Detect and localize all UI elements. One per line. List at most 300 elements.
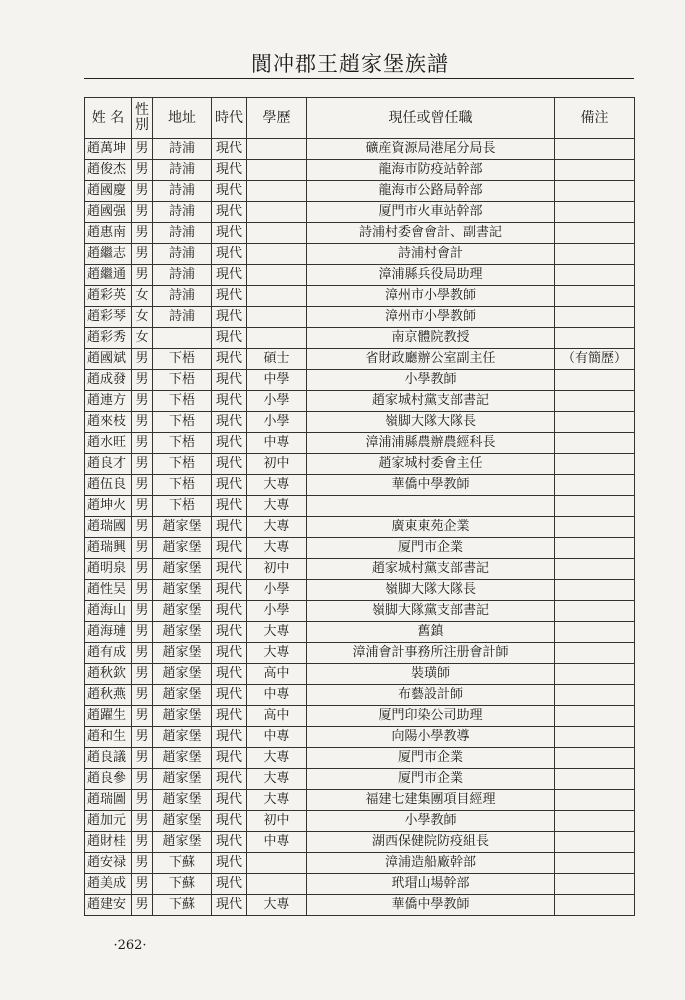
cell-address: 趙家堡 <box>153 580 212 601</box>
cell-education: 大專 <box>247 748 307 769</box>
cell-remark <box>555 139 635 160</box>
cell-name: 趙有成 <box>85 643 132 664</box>
cell-era: 現代 <box>212 769 247 790</box>
cell-era: 現代 <box>212 559 247 580</box>
cell-education <box>247 265 307 286</box>
cell-education: 大專 <box>247 622 307 643</box>
cell-address: 詩浦 <box>153 181 212 202</box>
cell-education: 初中 <box>247 811 307 832</box>
cell-remark <box>555 622 635 643</box>
cell-position: 龍海市防疫站幹部 <box>307 160 555 181</box>
cell-address: 下梧 <box>153 475 212 496</box>
table-row <box>85 391 635 412</box>
cell-sex: 男 <box>132 538 153 559</box>
cell-name: 趙明泉 <box>85 559 132 580</box>
cell-remark <box>555 769 635 790</box>
table-row <box>85 601 635 622</box>
cell-remark <box>555 664 635 685</box>
cell-name: 趙財桂 <box>85 832 132 853</box>
header-position: 現任或曾任職 <box>307 98 555 139</box>
cell-remark <box>555 160 635 181</box>
cell-era: 現代 <box>212 622 247 643</box>
cell-position: 小學教師 <box>307 370 555 391</box>
genealogy-table <box>84 97 635 916</box>
cell-name: 趙躍生 <box>85 706 132 727</box>
cell-remark <box>555 853 635 874</box>
header-name: 姓 名 <box>85 98 132 139</box>
table-row <box>85 454 635 475</box>
table-row <box>85 895 635 916</box>
cell-address: 詩浦 <box>153 286 212 307</box>
cell-era: 現代 <box>212 265 247 286</box>
cell-sex: 男 <box>132 643 153 664</box>
cell-address: 下蘇 <box>153 895 212 916</box>
cell-address: 趙家堡 <box>153 748 212 769</box>
cell-address: 下梧 <box>153 391 212 412</box>
cell-era: 現代 <box>212 370 247 391</box>
cell-sex: 男 <box>132 391 153 412</box>
cell-education: 初中 <box>247 559 307 580</box>
cell-remark <box>555 748 635 769</box>
cell-position: 趙家城村委會主任 <box>307 454 555 475</box>
table-row <box>85 181 635 202</box>
cell-sex: 男 <box>132 160 153 181</box>
cell-remark <box>555 265 635 286</box>
cell-era: 現代 <box>212 853 247 874</box>
cell-sex: 男 <box>132 223 153 244</box>
cell-education <box>247 307 307 328</box>
table-row <box>85 307 635 328</box>
cell-address: 下梧 <box>153 370 212 391</box>
cell-sex: 男 <box>132 580 153 601</box>
cell-remark <box>555 643 635 664</box>
cell-position: 詩浦村會計 <box>307 244 555 265</box>
cell-position: 廣東東苑企業 <box>307 517 555 538</box>
cell-address: 下梧 <box>153 412 212 433</box>
cell-position: 華僑中學教師 <box>307 475 555 496</box>
cell-remark <box>555 895 635 916</box>
cell-remark <box>555 580 635 601</box>
table-row <box>85 265 635 286</box>
header-era: 時代 <box>212 98 247 139</box>
cell-name: 趙美成 <box>85 874 132 895</box>
table-row <box>85 286 635 307</box>
cell-remark <box>555 412 635 433</box>
cell-position: 詩浦村委會會計、副書記 <box>307 223 555 244</box>
cell-address: 趙家堡 <box>153 811 212 832</box>
cell-name: 趙海山 <box>85 601 132 622</box>
cell-education <box>247 874 307 895</box>
header-education: 學歷 <box>247 98 307 139</box>
cell-address: 趙家堡 <box>153 538 212 559</box>
cell-education: 高中 <box>247 706 307 727</box>
cell-sex: 男 <box>132 412 153 433</box>
cell-education: 大專 <box>247 538 307 559</box>
cell-address: 趙家堡 <box>153 517 212 538</box>
cell-position: 嶺脚大隊黨支部書記 <box>307 601 555 622</box>
cell-education: 大專 <box>247 895 307 916</box>
cell-name: 趙瑞圖 <box>85 790 132 811</box>
cell-education: 大專 <box>247 769 307 790</box>
cell-remark <box>555 496 635 517</box>
page-number: ·262· <box>113 938 147 953</box>
cell-education: 大專 <box>247 517 307 538</box>
cell-sex: 男 <box>132 370 153 391</box>
cell-education: 大專 <box>247 496 307 517</box>
header-remark: 備注 <box>555 98 635 139</box>
cell-position: 漳州市小學教師 <box>307 286 555 307</box>
cell-name: 趙伍良 <box>85 475 132 496</box>
cell-sex: 男 <box>132 832 153 853</box>
cell-position: 漳浦浦縣農辦農經科長 <box>307 433 555 454</box>
cell-position: 厦門市企業 <box>307 769 555 790</box>
cell-position: 玳瑁山場幹部 <box>307 874 555 895</box>
cell-remark <box>555 181 635 202</box>
table-row <box>85 349 635 370</box>
table-row <box>85 517 635 538</box>
cell-position: 趙家城村黨支部書記 <box>307 391 555 412</box>
cell-sex: 男 <box>132 433 153 454</box>
title-rule <box>84 78 634 79</box>
cell-position: 裝璜師 <box>307 664 555 685</box>
cell-education: 中專 <box>247 832 307 853</box>
cell-sex: 男 <box>132 265 153 286</box>
cell-address: 趙家堡 <box>153 769 212 790</box>
table-row <box>85 370 635 391</box>
table-row <box>85 223 635 244</box>
table-row <box>85 202 635 223</box>
cell-address: 趙家堡 <box>153 685 212 706</box>
cell-name: 趙成發 <box>85 370 132 391</box>
table-header-row <box>85 98 635 139</box>
table-row <box>85 790 635 811</box>
cell-position: 嶺脚大隊大隊長 <box>307 580 555 601</box>
cell-education: 碩士 <box>247 349 307 370</box>
cell-address: 趙家堡 <box>153 601 212 622</box>
cell-education <box>247 328 307 349</box>
cell-name: 趙惠南 <box>85 223 132 244</box>
cell-position: 華僑中學教師 <box>307 895 555 916</box>
cell-remark <box>555 811 635 832</box>
cell-era: 現代 <box>212 664 247 685</box>
cell-education <box>247 160 307 181</box>
cell-name: 趙瑞興 <box>85 538 132 559</box>
cell-era: 現代 <box>212 433 247 454</box>
cell-era: 現代 <box>212 223 247 244</box>
cell-name: 趙坤火 <box>85 496 132 517</box>
cell-sex: 女 <box>132 286 153 307</box>
cell-name: 趙俊杰 <box>85 160 132 181</box>
cell-position: 小學教師 <box>307 811 555 832</box>
cell-education <box>247 139 307 160</box>
cell-education <box>247 223 307 244</box>
cell-remark <box>555 517 635 538</box>
cell-sex: 男 <box>132 790 153 811</box>
cell-era: 現代 <box>212 790 247 811</box>
cell-name: 趙彩英 <box>85 286 132 307</box>
cell-remark <box>555 874 635 895</box>
cell-sex: 男 <box>132 139 153 160</box>
cell-sex: 男 <box>132 727 153 748</box>
cell-name: 趙來枝 <box>85 412 132 433</box>
cell-remark <box>555 391 635 412</box>
cell-position: 厦門印染公司助理 <box>307 706 555 727</box>
cell-name: 趙安禄 <box>85 853 132 874</box>
cell-name: 趙萬坤 <box>85 139 132 160</box>
cell-position: 南京體院教授 <box>307 328 555 349</box>
table-row <box>85 328 635 349</box>
cell-sex: 男 <box>132 769 153 790</box>
table-row <box>85 496 635 517</box>
cell-education: 初中 <box>247 454 307 475</box>
cell-education: 大專 <box>247 790 307 811</box>
cell-era: 現代 <box>212 244 247 265</box>
cell-name: 趙秋燕 <box>85 685 132 706</box>
cell-remark <box>555 475 635 496</box>
cell-remark <box>555 685 635 706</box>
cell-position: 湖西保健院防疫組長 <box>307 832 555 853</box>
cell-sex: 男 <box>132 706 153 727</box>
cell-remark <box>555 307 635 328</box>
cell-address: 趙家堡 <box>153 790 212 811</box>
cell-position: 向陽小學教導 <box>307 727 555 748</box>
cell-sex: 男 <box>132 454 153 475</box>
table-row <box>85 832 635 853</box>
cell-education: 大專 <box>247 475 307 496</box>
cell-education <box>247 181 307 202</box>
cell-education: 小學 <box>247 580 307 601</box>
cell-education: 小學 <box>247 601 307 622</box>
cell-sex: 男 <box>132 496 153 517</box>
cell-name: 趙良議 <box>85 748 132 769</box>
cell-address: 趙家堡 <box>153 664 212 685</box>
cell-name: 趙國斌 <box>85 349 132 370</box>
cell-remark <box>555 559 635 580</box>
table-row <box>85 727 635 748</box>
cell-name: 趙良才 <box>85 454 132 475</box>
cell-position: 厦門市企業 <box>307 748 555 769</box>
cell-era: 現代 <box>212 874 247 895</box>
table-row <box>85 811 635 832</box>
cell-name: 趙性吴 <box>85 580 132 601</box>
cell-address: 詩浦 <box>153 244 212 265</box>
cell-name: 趙繼通 <box>85 265 132 286</box>
cell-position: 漳浦縣兵役局助理 <box>307 265 555 286</box>
table-row <box>85 139 635 160</box>
cell-remark <box>555 601 635 622</box>
table-row <box>85 748 635 769</box>
cell-name: 趙連方 <box>85 391 132 412</box>
cell-sex: 男 <box>132 622 153 643</box>
cell-era: 現代 <box>212 286 247 307</box>
cell-name: 趙海璉 <box>85 622 132 643</box>
cell-position: 嶺脚大隊大隊長 <box>307 412 555 433</box>
table-row <box>85 538 635 559</box>
cell-sex: 男 <box>132 853 153 874</box>
cell-address: 趙家堡 <box>153 727 212 748</box>
cell-era: 現代 <box>212 643 247 664</box>
cell-position: 漳浦造船廠幹部 <box>307 853 555 874</box>
cell-sex: 男 <box>132 664 153 685</box>
cell-name: 趙彩秀 <box>85 328 132 349</box>
cell-education <box>247 244 307 265</box>
cell-era: 現代 <box>212 160 247 181</box>
cell-remark <box>555 832 635 853</box>
cell-remark <box>555 286 635 307</box>
table-row <box>85 685 635 706</box>
cell-address: 下蘇 <box>153 874 212 895</box>
cell-education: 中專 <box>247 433 307 454</box>
page-title: 閬冲郡王趙家堡族譜 <box>251 52 449 76</box>
cell-sex: 男 <box>132 181 153 202</box>
cell-era: 現代 <box>212 454 247 475</box>
cell-education: 小學 <box>247 412 307 433</box>
cell-name: 趙秋欽 <box>85 664 132 685</box>
cell-education: 中專 <box>247 727 307 748</box>
cell-address: 下梧 <box>153 433 212 454</box>
cell-position: 漳浦會計事務所注册會計師 <box>307 643 555 664</box>
cell-era: 現代 <box>212 601 247 622</box>
cell-sex: 男 <box>132 349 153 370</box>
cell-sex: 女 <box>132 307 153 328</box>
cell-era: 現代 <box>212 202 247 223</box>
cell-remark <box>555 202 635 223</box>
cell-era: 現代 <box>212 517 247 538</box>
cell-era: 現代 <box>212 538 247 559</box>
cell-position: 礦産資源局港尾分局長 <box>307 139 555 160</box>
cell-sex: 男 <box>132 202 153 223</box>
cell-position: 龍海市公路局幹部 <box>307 181 555 202</box>
cell-name: 趙彩琴 <box>85 307 132 328</box>
cell-remark <box>555 328 635 349</box>
cell-sex: 男 <box>132 748 153 769</box>
cell-era: 現代 <box>212 349 247 370</box>
cell-address: 趙家堡 <box>153 832 212 853</box>
cell-position: 布藝設計師 <box>307 685 555 706</box>
cell-position: 省財政廳辦公室副主任 <box>307 349 555 370</box>
table-row <box>85 433 635 454</box>
cell-address: 趙家堡 <box>153 706 212 727</box>
header-address: 地址 <box>153 98 212 139</box>
cell-era: 現代 <box>212 496 247 517</box>
cell-education <box>247 853 307 874</box>
cell-address: 詩浦 <box>153 139 212 160</box>
cell-sex: 男 <box>132 244 153 265</box>
cell-address: 詩浦 <box>153 307 212 328</box>
cell-position: 福建七建集團項目經理 <box>307 790 555 811</box>
cell-address: 趙家堡 <box>153 622 212 643</box>
table-row <box>85 580 635 601</box>
cell-address <box>153 328 212 349</box>
cell-position: 舊鎮 <box>307 622 555 643</box>
cell-address: 下蘇 <box>153 853 212 874</box>
cell-era: 現代 <box>212 832 247 853</box>
cell-name: 趙瑞國 <box>85 517 132 538</box>
cell-era: 現代 <box>212 811 247 832</box>
table-body <box>85 139 635 916</box>
cell-sex: 男 <box>132 517 153 538</box>
cell-sex: 男 <box>132 874 153 895</box>
cell-era: 現代 <box>212 328 247 349</box>
table-row <box>85 160 635 181</box>
table-row <box>85 643 635 664</box>
cell-name: 趙水旺 <box>85 433 132 454</box>
cell-era: 現代 <box>212 391 247 412</box>
cell-address: 詩浦 <box>153 223 212 244</box>
cell-position: 厦門市企業 <box>307 538 555 559</box>
cell-name: 趙加元 <box>85 811 132 832</box>
table-row <box>85 622 635 643</box>
table-row <box>85 559 635 580</box>
cell-sex: 男 <box>132 559 153 580</box>
cell-position <box>307 496 555 517</box>
table-row <box>85 853 635 874</box>
table-row <box>85 664 635 685</box>
cell-education: 高中 <box>247 664 307 685</box>
cell-remark <box>555 244 635 265</box>
cell-remark <box>555 790 635 811</box>
cell-sex: 男 <box>132 685 153 706</box>
cell-era: 現代 <box>212 727 247 748</box>
cell-era: 現代 <box>212 139 247 160</box>
cell-address: 下梧 <box>153 454 212 475</box>
cell-sex: 男 <box>132 475 153 496</box>
cell-era: 現代 <box>212 307 247 328</box>
cell-name: 趙國慶 <box>85 181 132 202</box>
cell-name: 趙國强 <box>85 202 132 223</box>
cell-name: 趙和生 <box>85 727 132 748</box>
cell-address: 下梧 <box>153 349 212 370</box>
cell-address: 下梧 <box>153 496 212 517</box>
cell-era: 現代 <box>212 181 247 202</box>
cell-education <box>247 202 307 223</box>
cell-education: 大專 <box>247 643 307 664</box>
cell-name: 趙良參 <box>85 769 132 790</box>
cell-education: 中學 <box>247 370 307 391</box>
cell-era: 現代 <box>212 706 247 727</box>
table-row <box>85 706 635 727</box>
cell-remark <box>555 223 635 244</box>
cell-address: 詩浦 <box>153 265 212 286</box>
table-row <box>85 475 635 496</box>
cell-address: 詩浦 <box>153 160 212 181</box>
cell-remark <box>555 538 635 559</box>
cell-remark <box>555 706 635 727</box>
cell-education: 中專 <box>247 685 307 706</box>
cell-name: 趙繼志 <box>85 244 132 265</box>
header-sex: 性別 <box>132 98 153 139</box>
cell-remark <box>555 370 635 391</box>
table-row <box>85 244 635 265</box>
cell-position: 厦門市火車站幹部 <box>307 202 555 223</box>
cell-sex: 男 <box>132 601 153 622</box>
cell-sex: 男 <box>132 895 153 916</box>
cell-remark <box>555 454 635 475</box>
cell-era: 現代 <box>212 475 247 496</box>
cell-education: 小學 <box>247 391 307 412</box>
cell-era: 現代 <box>212 580 247 601</box>
table-row <box>85 769 635 790</box>
cell-era: 現代 <box>212 685 247 706</box>
cell-name: 趙建安 <box>85 895 132 916</box>
cell-era: 現代 <box>212 412 247 433</box>
table-row <box>85 412 635 433</box>
cell-sex: 女 <box>132 328 153 349</box>
table-row <box>85 874 635 895</box>
cell-remark <box>555 727 635 748</box>
cell-era: 現代 <box>212 895 247 916</box>
cell-remark <box>555 433 635 454</box>
